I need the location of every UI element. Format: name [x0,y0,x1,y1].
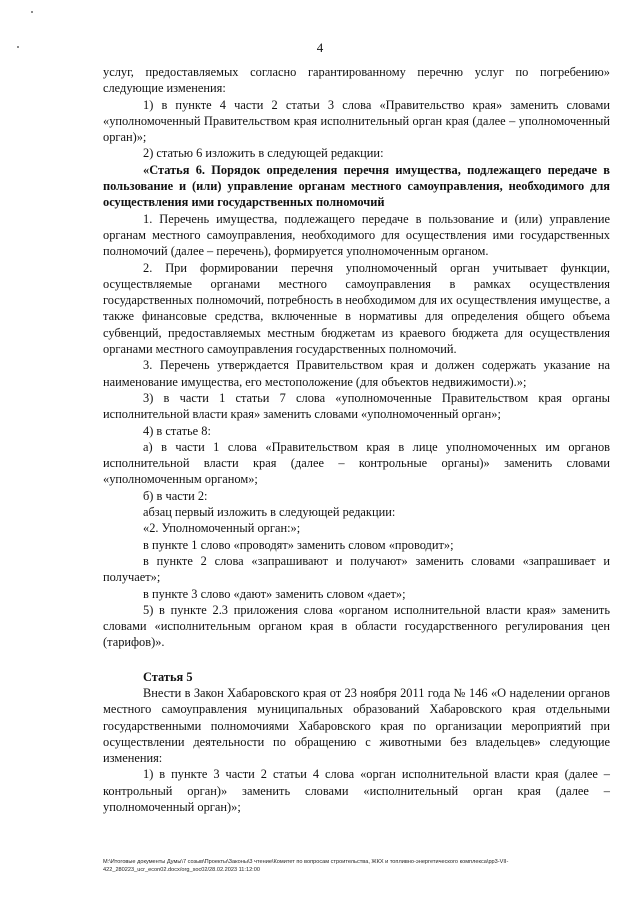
paragraph: 1) в пункте 3 части 2 статьи 4 слова «орган исполнительной власти края (далее – контрольный орган)» заменить словами «исполнительный орган края (далее – уполномоченный орган)»; [103,767,610,815]
paragraph: а) в части 1 слова «Правительством края в лице уполномоченных им органов исполнительной власти края (далее – контрольные органы)» заменить словами «уполномоченным органом»; [103,439,610,487]
paragraph: 1. Перечень имущества, подлежащего передаче в пользование и (или) управление органам местного самоуправления, необходимого для осуществления ими государственных полномочий (далее – перечень), формируется уполномоченным органом. [103,211,610,259]
paragraph: 3) в части 1 статьи 7 слова «уполномоченные Правительством края органы исполнительной власти края» заменить словами «уполномоченный орган»; [103,390,610,422]
paragraph: 2. При формировании перечня уполномоченный орган учитывает функции, осуществляемые органами местного самоуправления в рамках осуществления государственных полномочий, потребность в необходимом для их осуществления имуществе, а также финансовые средства, включенные в нормативы для определения общего объема субвенций, предоставляемых местным бюджетам из краевого бюджета для осуществления органами местного самоуправления государственных полномочий. [103,260,610,357]
file-path-footer: M:\Итоговые документы Думы\7 созыв\Проекты\Законы\3 чтение\Комитет по вопросам строительства, ЖКХ и топливно-энергетического комплекса\рр3-VII-422_280223_ucr_econ02.docx/org_soc02/28.02.2023 11:12:00 [103,859,509,873]
paragraph: в пункте 1 слово «проводят» заменить словом «проводит»; [143,537,454,552]
paragraph: 4) в статье 8: [143,423,211,438]
scan-dot [31,11,33,13]
paragraph: 1) в пункте 4 части 2 статьи 3 слова «Правительство края» заменить словами «уполномоченный Правительством края исполнительный орган края (далее – уполномоченный орган)»; [103,97,610,145]
page-number: 4 [316,40,324,55]
paragraph: 5) в пункте 2.3 приложения слова «органом исполнительной власти края» заменить словами «исполнительным органом края в области государственного регулирования цен (тарифов)». [103,602,610,650]
paragraph-gap [103,651,610,669]
paragraph: услуг, предоставляемых согласно гарантированному перечню услуг по погребению» следующие изменения: [103,65,610,96]
paragraph: Внести в Закон Хабаровского края от 23 ноября 2011 года № 146 «О наделении органов местного самоуправления муниципальных образований Хабаровского края отдельными государственными полномочиями Хабаровского края по организации мероприятий при осуществлении деятельности по обращению с животными без владельцев» следующие изменения: [103,685,610,766]
paragraph: «2. Уполномоченный орган:»; [143,521,301,536]
paragraph: в пункте 3 слово «дают» заменить словом «дает»; [143,586,406,601]
article-heading: «Статья 6. Порядок определения перечня имущества, подлежащего передаче в пользование и (или) управление органам местного самоуправления, необходимого для осуществления ими государственных полномочий [103,162,610,210]
paragraph: 3. Перечень утверждается Правительством края и должен содержать указание на наименование имущества, его местоположение (для объектов недвижимости).»; [103,358,610,389]
paragraph: б) в части 2: [143,488,208,503]
paragraph: 2) статью 6 изложить в следующей редакции: [143,146,384,161]
paragraph: абзац первый изложить в следующей редакции: [143,505,396,520]
paragraph: в пункте 2 слова «запрашивают и получают» заменить словами «запрашивает и получает»; [103,553,610,585]
article-title: Статья 5 [143,669,193,684]
document-body [103,64,610,815]
